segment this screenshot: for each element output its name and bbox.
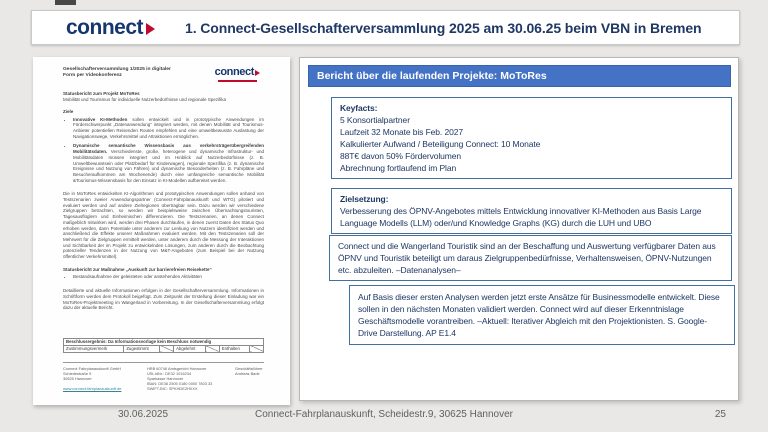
document-bullet-1: • Innovative KI-Methoden sollen entwickelt und in prototypische Anwendungen im Förderschwerpunkt „Datenanwendung“ integriert werden, mit denen Mobilität und Tourismus-Anbieter potentiellen Reisenden Routen empfehlen und eine umweltbewusste Auslastung der Navigationswege, Verkehrsmittel und Attraktionen ermöglichen. — [73, 117, 264, 140]
keyfacts-line-1: 5 Konsortialpartner — [340, 115, 410, 125]
document-status-subtitle: Mobilität und Tourismus für individuelle Nutzerbedürfnisse und regionale Spezifika — [63, 97, 227, 103]
decision-table-options-row — [64, 345, 264, 352]
zielsetzung-text: Verbesserung des ÖPNV-Angebotes mittels Entwicklung innovativer KI-Methoden aus Basis Large Language Modells (LLM) oder/und Knowledge Graphs (KG) durch die LUH und UBO — [340, 206, 702, 228]
decision-row-label: Zustimmungsvermerk — [64, 345, 124, 352]
document-thumbnail — [33, 57, 290, 405]
keyfacts-line-4: 88T€ davon 50% Fördervolumen — [340, 151, 461, 161]
document-logo-tagline-rule — [218, 80, 257, 82]
decision-table-header: Beschlussergebnis: Da Informationsvorlage kein Beschluss notwendig — [64, 338, 264, 345]
top-edge-artifact — [55, 0, 76, 5]
keyfacts-title: Keyfacts: — [340, 103, 378, 113]
zielsetzung-title: Zielsetzung: — [340, 194, 389, 204]
checkbox-abgelehnt — [205, 345, 219, 352]
document-header — [63, 67, 264, 82]
connect-logo-text: connect — [66, 16, 144, 39]
document-bullet-list — [63, 117, 264, 188]
checkbox-enthalten — [250, 345, 264, 352]
document-massnahme-title: Statusbericht zur Maßnahme „Auskunft zur barrierefreien Reisekette“ — [63, 266, 212, 272]
footer-address: Connect-Fahrplanauskunft, Scheidestr.9, 30625 Hannover — [255, 409, 513, 420]
document-footer-legal: HRB 60746 Amtsgericht Hannover USt-IdNr.: DE32 1016234 Sparkasse Hannover IBAN: DE38 2505 0180 0000 7803 33 SWIFT-BIC: SPKHDE2HXXX — [147, 366, 213, 391]
option-abgelehnt: Abgelehnt — [174, 345, 206, 352]
zielsetzung-box — [331, 188, 732, 234]
footer-page-number: 25 — [714, 409, 726, 420]
report-panel — [299, 57, 739, 401]
slide-title: 1. Connect-Gesellschafterversammlung 2025 am 30.06.25 beim VBN in Bremen — [185, 19, 702, 36]
document-meeting-title: Gesellschafterversammlung 1/2025 in digitaler Form per Videokonferenz — [63, 67, 171, 78]
business-model-box: Auf Basis dieser ersten Analysen werden jetzt erste Ansätze für Businessmodelle entwickelt. Diese sollen in den nächsten Monaten validiert werden. Connect wird auf dieser Erkenntnislage Geschäftsmodelle vorantreiben. –Aktuell: Iterativer Abgleich mit den Projektionisten. S. Google-Drive Darstellung. AP E1.4 — [349, 285, 735, 345]
document-connect-logo — [215, 67, 260, 82]
connect-logo — [66, 17, 155, 38]
document-bullet-2: • Dynamische semantische Wissensbasis aus verkehrsträgerübergreifenden Mobilitätsdaten. Verschiedenste, große, heterogene und dynamische Infrastruktur- und Mobilitätsdaten müssen integriert und im Hinblick auf Nutzerbedürfnisse (z. B. Umweltbewusstsein oder Platzbedarf für Kinderwagen), regionale Spezifika (z. B. dynamische Ereignisse und Nutzung von Fähren) und dynamische Besonderheiten (z. B. Fahrpläne und Besucheraufkommen am Wochenende) durch eine umfangreiche semantische Mobilität &Tourismus-Wissensbasis für den Einsatz in KI-Modellen aufbereitet werden. — [73, 143, 264, 183]
option-enthalten: Enthalten — [219, 345, 249, 352]
document-footer — [63, 362, 264, 391]
document-massnahme-bullet: • Bestandsaufnahme der geleisteten oder anstehenden Aktivitäten — [73, 274, 264, 280]
report-panel-header: Bericht über die laufenden Projekte: MoToRes — [308, 65, 731, 87]
keyfacts-box — [331, 97, 732, 179]
keyfacts-line-5: Abrechnung fortlaufend im Plan — [340, 163, 457, 173]
slide-header — [31, 10, 740, 45]
document-footer-link[interactable]: www.connect-fahrplanauskunft.de — [63, 386, 122, 391]
document-paragraph-1: Die in MoToRes entwickelten KI-Algorithmen und prototypischen Anwendungen sollen anhand von Testszenarien zweier Anwendungspartner (Connect-Fahrplanauskunft und WTG) pilotiert und evaluiert werden und auf andere Zielregionen übertragbar sein. Dazu werden wir verschiedene Zielgruppen betrachten, so werden wir beispielsweise zwischen Übernachtungstouristen, Tagesausflüglern und Einheimischen differenzieren. Die Testszenarien, an denen Connect maßgeblich mitwirken wird, werden drei Phasen durchlaufen, in denen zuerst Daten des Status Quo erhoben werden, dann Potentiale unter anderem zur Lenkung von Nutzern identifiziert werden und anschließend die Effekte unserer Maßnahmen evaluiert werden. Mit den Testszenarien soll der Mehrwert für die Zielgruppen ermittelt werden, unter anderem durch die Messung der Interaktionen und Sichtbarkeit der im Projekt zu entwickelnden Lösungen, zum anderen durch die Beobachtung potenzieller Tendenzen in der Nutzung von M&T-Angeboten (zum Beispiel bei der Nutzung öffentlicher Verkehrsmittel). — [63, 191, 264, 260]
decision-table — [63, 338, 264, 353]
checkbox-zugestimmt — [160, 345, 174, 352]
document-paragraph-2: Detaillierte und aktuelle Informationen erfolgen in der Gesellschafterversammlung. Informationen in Schriftform werden dem Protokoll beigefügt. Zum Zeitpunkt der Erstellung dieser Einladung war ein MoToRes-Projektmeeting im Wangerland in Vorbereitung. In der Gesellschafterversammlung erfolgt dazu der aktuelle Bericht. — [63, 288, 264, 311]
document-logo-arrow-icon — [255, 70, 260, 76]
document-footer-company: Connect Fahrplanauskunft GmbH Schiedestraße 9 30625 Hannover www.connect-fahrplanauskunft.de — [63, 366, 147, 391]
keyfacts-line-2: Laufzeit 32 Monate bis Feb. 2027 — [340, 127, 463, 137]
logo-arrow-icon — [146, 23, 155, 35]
document-massnahme-list — [63, 274, 264, 284]
document-status-title: Statusbericht zum Projekt MoToRes — [63, 90, 140, 96]
keyfacts-line-3: Kalkulierter Aufwand / Beteiligung Connect: 10 Monate — [340, 139, 541, 149]
decision-table-header-row — [64, 338, 264, 345]
document-footer-management: Geschäftsführer Andreas Bade — [235, 366, 263, 376]
document-logo-text: connect — [214, 66, 254, 78]
data-analysis-box: Connect und die Wangerland Touristik sind an der Beschaffung und Auswertung verfügbarer Daten aus ÖPNV und Touristik beteiligt um daraus Zielgruppenbedürfnisse, Verhaltensweisen, ÖPNV-Nutzungen etc. abzuleiten. –Datenanalysen– — [329, 235, 732, 281]
document-ziele-heading: Ziele — [63, 108, 74, 114]
footer-date: 30.06.2025 — [118, 409, 169, 420]
option-zugestimmt: Zugestimmt — [124, 345, 160, 352]
document-bottom-block — [63, 338, 264, 391]
